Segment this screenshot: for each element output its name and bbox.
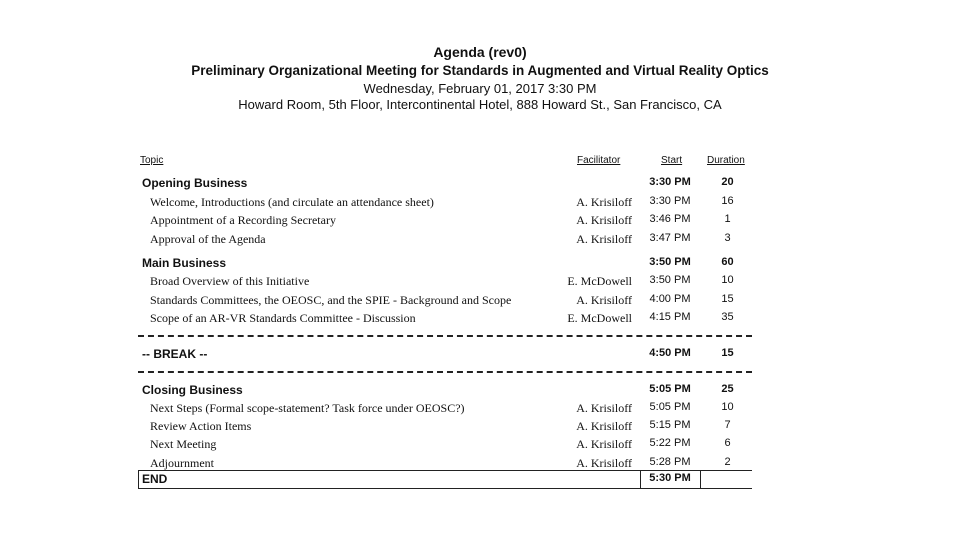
row-facilitator: A. Krisiloff — [576, 213, 632, 227]
row-duration: 20 — [721, 176, 734, 188]
end-divider-top — [138, 470, 752, 471]
agenda-row — [0, 311, 960, 329]
row-start: 5:30 PM — [649, 472, 691, 484]
row-duration: 15 — [721, 347, 734, 359]
row-start: 3:30 PM — [649, 195, 691, 207]
agenda-title: Agenda (rev0) — [433, 44, 527, 60]
row-start: 3:30 PM — [649, 176, 691, 188]
column-header-start: Start — [661, 155, 683, 166]
row-topic: Approval of the Agenda — [150, 232, 266, 246]
row-facilitator: A. Krisiloff — [576, 232, 632, 246]
row-duration: 6 — [724, 437, 731, 449]
row-start: 4:50 PM — [649, 347, 691, 359]
section-main-business — [0, 256, 960, 274]
meeting-subtitle: Preliminary Organizational Meeting for Standards in Augmented and Virtual Reality Optics — [191, 63, 769, 78]
row-start: 4:00 PM — [649, 293, 691, 305]
row-start: 3:50 PM — [649, 274, 691, 286]
row-start: 3:46 PM — [649, 213, 691, 225]
row-start: 4:15 PM — [649, 311, 691, 323]
end-start-border — [640, 470, 641, 488]
row-duration: 35 — [721, 311, 734, 323]
row-facilitator: A. Krisiloff — [576, 195, 632, 209]
end-divider-bottom — [138, 488, 752, 489]
section-closing-business — [0, 383, 960, 401]
row-start: 3:47 PM — [649, 232, 691, 244]
row-facilitator: E. McDowell — [567, 274, 632, 288]
row-facilitator: A. Krisiloff — [576, 293, 632, 307]
row-topic: Adjournment — [150, 456, 214, 470]
row-duration: 2 — [724, 456, 731, 468]
row-topic: Review Action Items — [150, 419, 252, 433]
row-topic: Scope of an AR-VR Standards Committee - Discussion — [150, 311, 416, 325]
row-start: 3:50 PM — [649, 256, 691, 268]
column-header-duration: Duration — [707, 155, 745, 166]
agenda-row — [0, 437, 960, 455]
end-left-border — [138, 470, 139, 488]
row-facilitator: A. Krisiloff — [576, 401, 632, 415]
row-topic: Next Meeting — [150, 437, 217, 451]
row-duration: 15 — [721, 293, 734, 305]
row-topic: -- BREAK -- — [142, 347, 208, 361]
column-header-facilitator: Facilitator — [577, 155, 621, 166]
section-opening-business — [0, 176, 960, 194]
agenda-row — [0, 274, 960, 292]
row-start: 5:05 PM — [649, 383, 691, 395]
column-header-topic: Topic — [140, 155, 164, 166]
row-facilitator: A. Krisiloff — [576, 456, 632, 470]
row-facilitator: E. McDowell — [567, 311, 632, 325]
row-duration: 25 — [721, 383, 734, 395]
meeting-location: Howard Room, 5th Floor, Intercontinental Hotel, 888 Howard St., San Francisco, CA — [238, 97, 722, 112]
agenda-row — [0, 419, 960, 437]
row-topic: Main Business — [142, 256, 227, 270]
row-start: 5:28 PM — [649, 456, 691, 468]
break-divider-top — [138, 335, 752, 337]
meeting-datetime: Wednesday, February 01, 2017 3:30 PM — [363, 81, 597, 96]
row-duration: 3 — [724, 232, 731, 244]
agenda-row — [0, 293, 960, 311]
row-facilitator: A. Krisiloff — [576, 419, 632, 433]
row-duration: 7 — [724, 419, 731, 431]
row-duration: 16 — [721, 195, 734, 207]
row-duration: 1 — [724, 213, 731, 225]
agenda-row — [0, 195, 960, 213]
row-topic: Broad Overview of this Initiative — [150, 274, 310, 288]
row-topic: Opening Business — [142, 176, 248, 190]
agenda-row — [0, 213, 960, 231]
end-duration-border — [700, 470, 701, 488]
row-topic: END — [142, 472, 168, 486]
row-duration: 60 — [721, 256, 734, 268]
row-topic: Next Steps (Formal scope-statement? Task force under OEOSC?) — [150, 401, 465, 415]
row-topic: Standards Committees, the OEOSC, and the SPIE - Background and Scope — [150, 293, 512, 307]
break-divider-bottom — [138, 371, 752, 373]
row-duration: 10 — [721, 401, 734, 413]
row-topic: Appointment of a Recording Secretary — [150, 213, 336, 227]
row-facilitator: A. Krisiloff — [576, 437, 632, 451]
agenda-row — [0, 401, 960, 419]
row-topic: Welcome, Introductions (and circulate an attendance sheet) — [150, 195, 434, 209]
row-start: 5:22 PM — [649, 437, 691, 449]
row-topic: Closing Business — [142, 383, 243, 397]
row-start: 5:05 PM — [649, 401, 691, 413]
agenda-row — [0, 232, 960, 250]
section-break — [0, 347, 960, 365]
row-start: 5:15 PM — [649, 419, 691, 431]
row-duration: 10 — [721, 274, 734, 286]
